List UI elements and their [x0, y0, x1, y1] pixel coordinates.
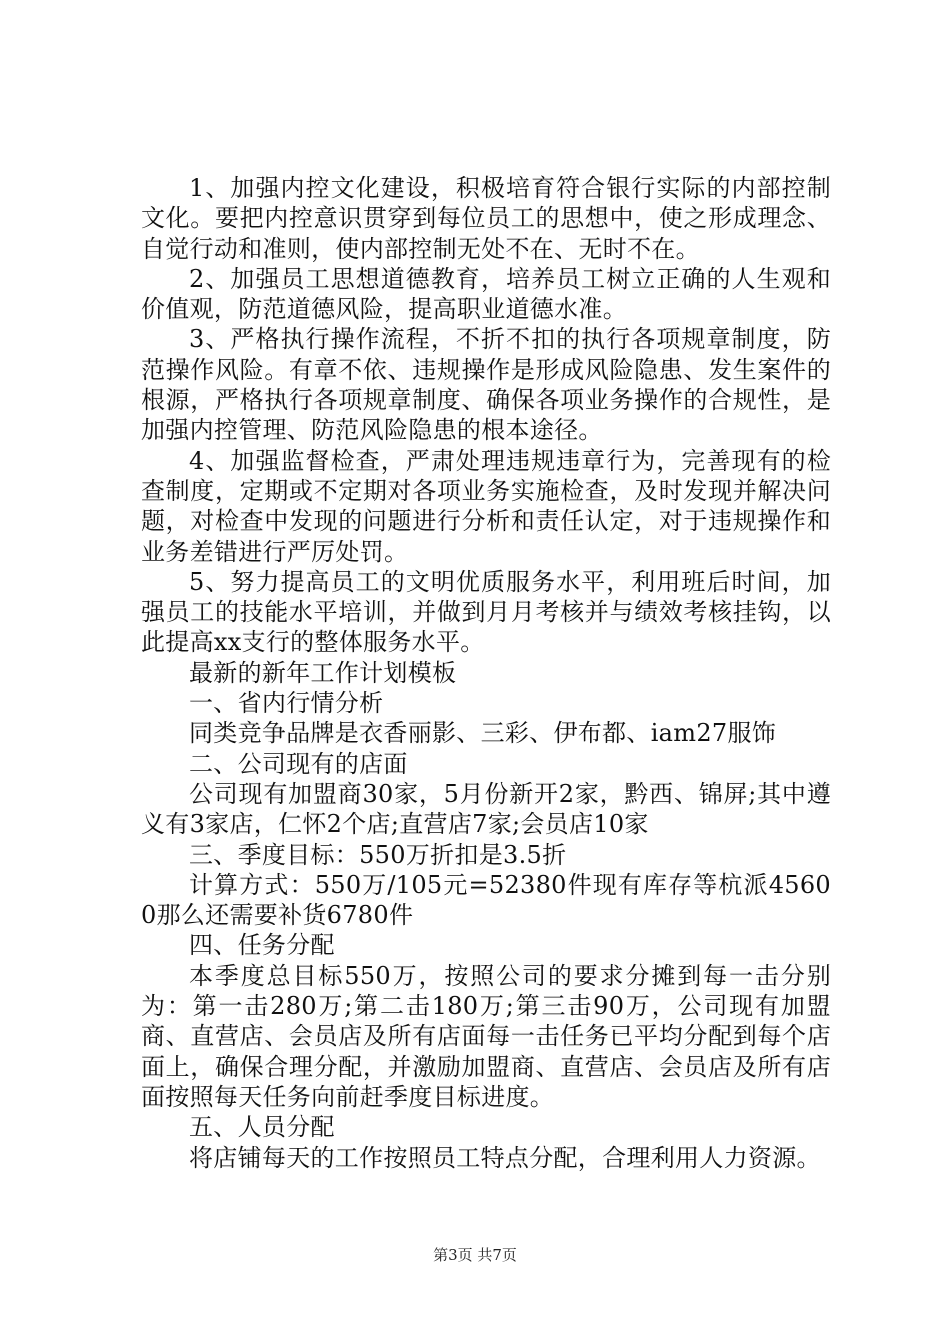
heading-quarter-goal: 三、季度目标：550万折扣是3.5折 [189, 840, 567, 869]
heading-market-analysis: 一、省内行情分析 [189, 689, 384, 718]
heading-stores: 二、公司现有的店面 [189, 749, 408, 778]
paragraph-competitors: 同类竞争品牌是衣香丽影、三彩、伊布都、iam27服饰 [189, 719, 777, 748]
section-title: 最新的新年工作计划模板 [189, 658, 457, 687]
paragraph-task-allocation: 本季度总目标550万，按照公司的要求分摊到每一击分别为：第一击280万;第二击180万;第三击90万，公司现有加盟商、直营店、会员店及所有店面每一击任务已平均分配到每个店面上，确保合理分配，并激励加盟商、直营店、会员店及所有店面按照每天任务向前赶季度目标进度。 [141, 961, 831, 1111]
paragraph-1: 1、加强内控文化建设，积极培育符合银行实际的内部控制文化。要把内控意识贯穿到每位员工的思想中，使之形成理念、自觉行动和准则，使内部控制无处不在、无时不在。 [141, 174, 831, 263]
paragraph-2: 2、加强员工思想道德教育，培养员工树立正确的人生观和价值观，防范道德风险，提高职业道德水准。 [141, 264, 831, 324]
page-number-footer: 第3页 共7页 [433, 1246, 517, 1264]
paragraph-4: 4、加强监督检查，严肃处理违规违章行为，完善现有的检查制度，定期或不定期对各项业务实施检查，及时发现并解决问题，对检查中发现的问题进行分析和责任认定，对于违规操作和业务差错进行严厉处罚。 [141, 446, 831, 566]
paragraph-staff-allocation: 将店铺每天的工作按照员工特点分配，合理利用人力资源。 [189, 1143, 821, 1172]
paragraph-5: 5、努力提高员工的文明优质服务水平，利用班后时间，加强员工的技能水平培训，并做到月月考核并与绩效考核挂钩，以此提高xx支行的整体服务水平。 [141, 567, 831, 657]
paragraph-stores: 公司现有加盟商30家，5月份新开2家，黔西、锦屏;其中遵义有3家店，仁怀2个店;直营店7家;会员店10家 [141, 779, 831, 839]
heading-task-allocation: 四、任务分配 [189, 931, 335, 960]
paragraph-calculation: 计算方式：550万/105元=52380件现有库存等杭派45600那么还需要补货6780件 [141, 870, 831, 930]
heading-staff-allocation: 五、人员分配 [189, 1113, 335, 1142]
document-body [141, 173, 831, 1173]
paragraph-3: 3、严格执行操作流程，不折不扣的执行各项规章制度，防范操作风险。有章不依、违规操作是形成风险隐患、发生案件的根源，严格执行各项规章制度、确保各项业务操作的合规性，是加强内控管理、防范风险隐患的根本途径。 [141, 325, 831, 445]
